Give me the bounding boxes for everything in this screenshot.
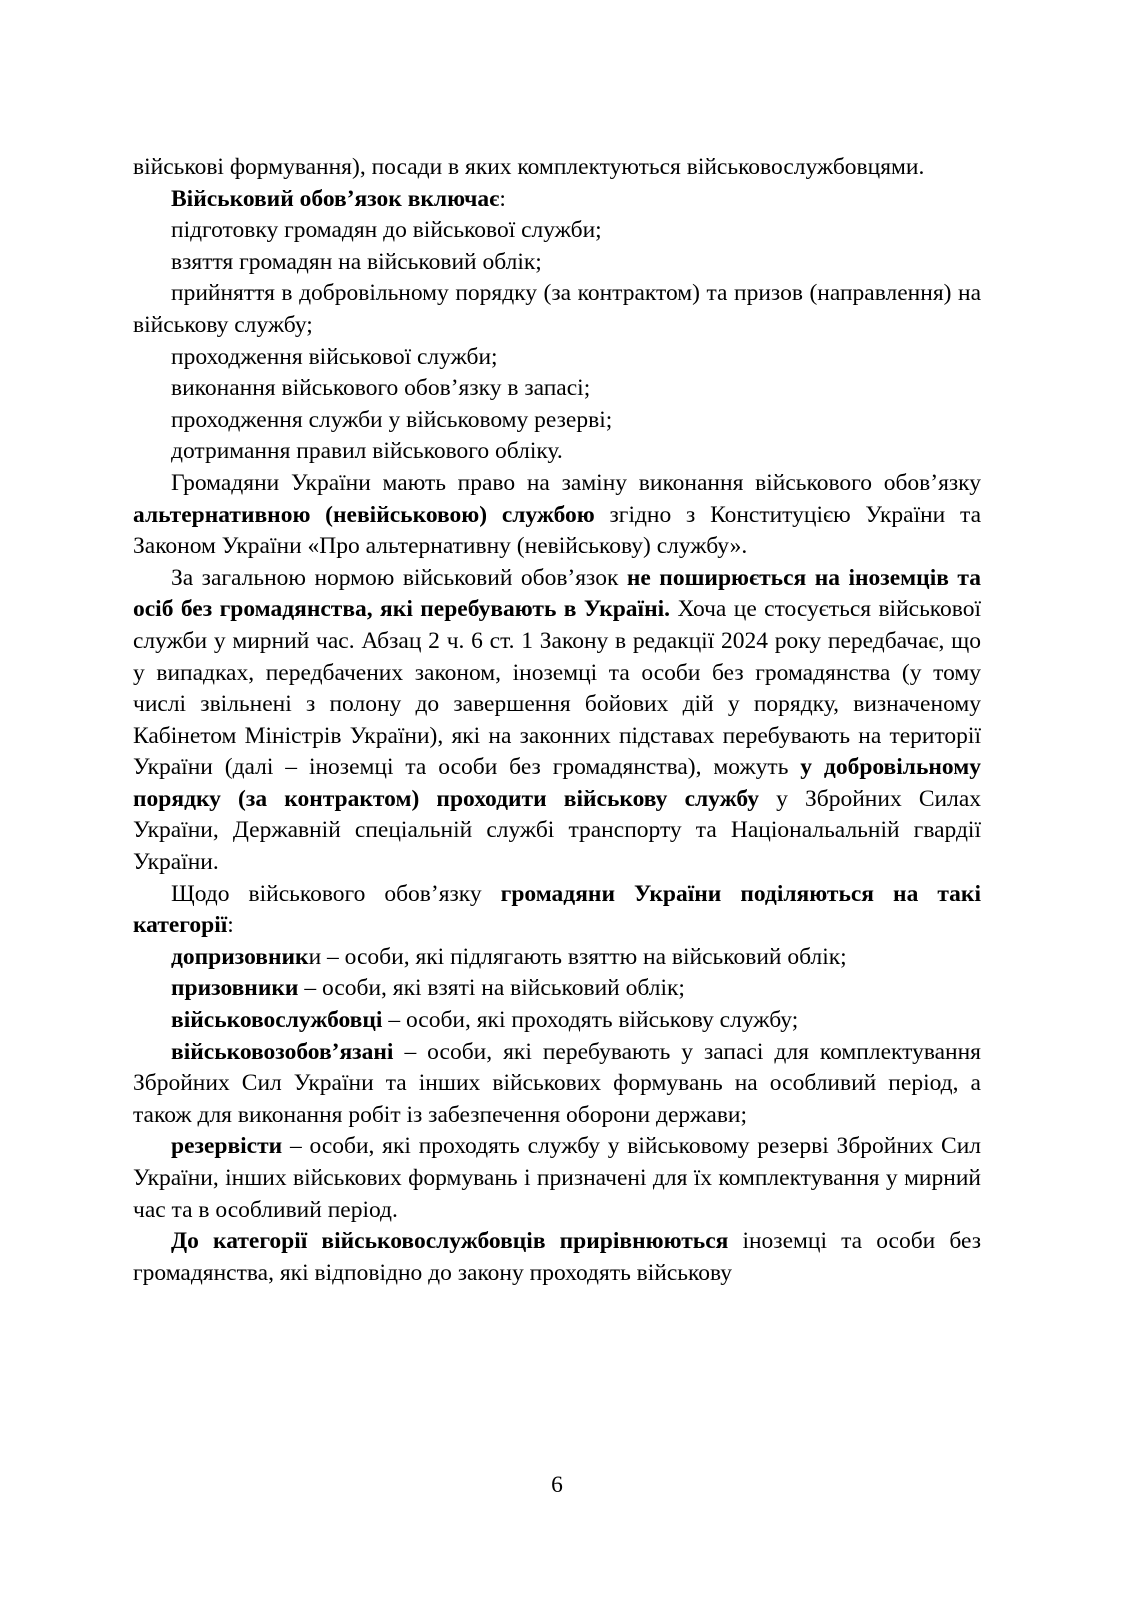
- paragraph-13: [133, 942, 981, 974]
- paragraph-7: [133, 373, 981, 405]
- text-run: Громадяни України мають право на заміну виконання військового обов’язку: [171, 469, 981, 496]
- text-run: згідно з Конституцією України та Законом України «Про альтернативну (невійськову) службу».: [133, 501, 982, 560]
- text-run-bold: Військовий обов’язок включає: [171, 185, 500, 212]
- text-run-bold: військовослужбовці: [171, 1007, 383, 1034]
- paragraph-18: [133, 1226, 981, 1289]
- text-run-bold: допризовник: [171, 943, 309, 970]
- paragraph-16: [133, 1037, 981, 1132]
- paragraph-6: [133, 342, 981, 374]
- paragraph-14: [133, 973, 981, 1005]
- text-run-bold: резервісти: [171, 1133, 283, 1160]
- text-run: проходження військової служби;: [171, 343, 498, 370]
- paragraph-9: [133, 436, 981, 468]
- text-run: За загальною нормою військовий обов’язок: [171, 564, 627, 591]
- paragraph-2: [133, 184, 981, 216]
- paragraph-12: [133, 879, 981, 942]
- text-run-bold: громадяни України поділяються на такі категорії: [133, 880, 981, 939]
- text-run: військові формування), посади в яких комплектуються військовослужбовцями.: [133, 154, 925, 180]
- text-run-bold: військовозобов’язані: [171, 1038, 394, 1065]
- paragraph-10: [133, 468, 981, 563]
- paragraph-11: [133, 563, 981, 879]
- text-run: виконання військового обов’язку в запасі;: [171, 375, 591, 402]
- text-run: – особи, які проходять військову службу;: [382, 1007, 799, 1034]
- paragraph-8: [133, 405, 981, 437]
- paragraph-5: [133, 278, 981, 341]
- text-run: :: [227, 912, 234, 939]
- paragraph-17: [133, 1131, 981, 1226]
- text-run: взяття громадян на військовий облік;: [171, 248, 542, 275]
- text-run: дотримання правил військового обліку.: [171, 438, 563, 465]
- text-run-bold: призовники: [171, 975, 299, 1002]
- text-run-bold: До категорії військовослужбовців прирівнюються: [171, 1228, 729, 1255]
- text-run: у Збройних Силах України, Державній спеціальній службі транспорту та Національальній гвардії України.: [133, 785, 981, 876]
- text-run: підготовку громадян до військової служби;: [171, 217, 602, 244]
- text-run: – особи, які проходять службу у військовому резерві Збройних Сил України, інших військових формувань і призначені для їх комплектування у мирний час та в особливий період.: [133, 1133, 981, 1223]
- text-run: проходження служби у військовому резерві;: [171, 406, 613, 433]
- paragraph-4: [133, 247, 981, 279]
- text-run: Хоча це стосується військової служби у мирний час. Абзац 2 ч. 6 ст. 1 Закону в редакції 2024 року передбачає, що у випадках, передбачених законом, іноземці та особи без громадянства (у тому числі звільнені з полону до завершення бойових дій у порядку, визначеному Кабінетом Міністрів України), які на законних підставах перебувають на території України (далі – іноземці та особи без громадянства), можуть: [133, 596, 982, 781]
- page-content: [133, 152, 981, 1289]
- text-run-bold: не поширюється на іноземців та осіб без громадянства, які перебувають в Україні.: [133, 564, 981, 623]
- text-run: :: [499, 185, 506, 212]
- text-run: – особи, які взяті на військовий облік;: [298, 975, 685, 1002]
- text-run-bold: у добровільному порядку (за контрактом) проходити військову службу: [133, 754, 981, 812]
- text-run: прийняття в добровільному порядку (за контрактом) та призов (направлення) на військову службу;: [133, 280, 981, 338]
- text-run: – особи, які перебувають у запасі для комплектування Збройних Сил України та інших військових формувань на особливий період, а також для виконання робіт із забезпечення оборони держави;: [133, 1038, 981, 1128]
- paragraph-1: [133, 152, 981, 184]
- text-run: Щодо військового обов’язку: [171, 880, 501, 907]
- text-run-bold: альтернативною (невійськовою) службою: [133, 501, 595, 528]
- paragraph-15: [133, 1005, 981, 1037]
- page-number: 6: [551, 1472, 563, 1498]
- paragraph-3: [133, 215, 981, 247]
- text-run: и – особи, які підлягають взяттю на військовий облік;: [308, 943, 847, 970]
- text-run: іноземці та особи без громадянства, які відповідно до закону проходять військову: [133, 1228, 981, 1286]
